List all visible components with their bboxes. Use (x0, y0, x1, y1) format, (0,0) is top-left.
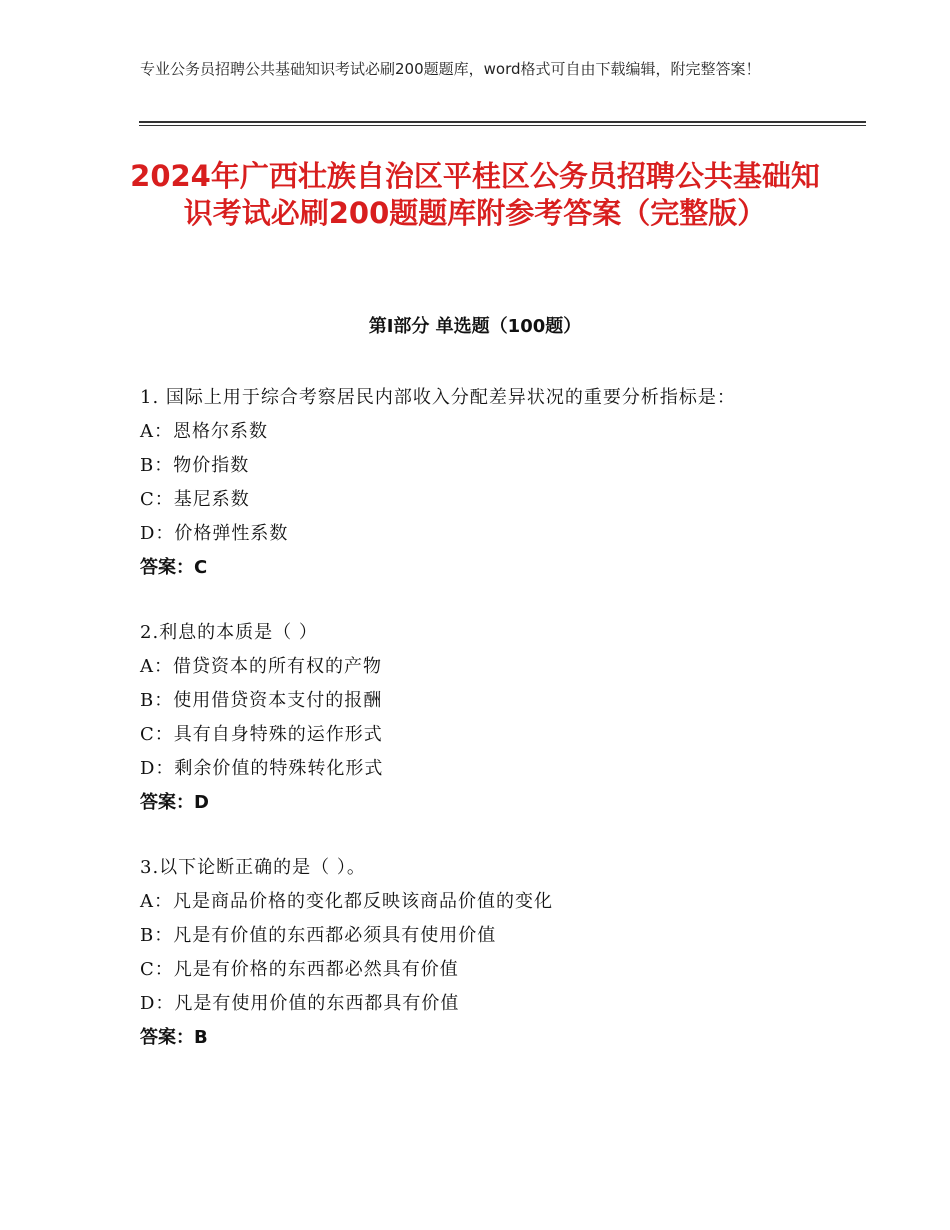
option-c: C：凡是有价格的东西都必然具有价值 (140, 959, 459, 980)
option-c: C：基尼系数 (140, 489, 250, 510)
option-d: D：剩余价值的特殊转化形式 (140, 758, 384, 779)
option-b: B：使用借贷资本支付的报酬 (140, 690, 383, 711)
header-rule-thick (139, 121, 866, 123)
option-d: D：价格弹性系数 (140, 523, 289, 544)
option-b: B：凡是有价值的东西都必须具有使用价值 (140, 925, 497, 946)
option-b: B：物价指数 (140, 455, 250, 476)
option-a: A：凡是商品价格的变化都反映该商品价值的变化 (140, 891, 553, 912)
document-title: 2024年广西壮族自治区平桂区公务员招聘公共基础知识考试必刷200题题库附参考答案（完整版） (130, 159, 820, 230)
question-stem: 1. 国际上用于综合考察居民内部收入分配差异状况的重要分析指标是： (140, 387, 736, 408)
question-2 (140, 616, 820, 820)
option-a: A：借贷资本的所有权的产物 (140, 656, 382, 677)
header-rule-thin (139, 125, 866, 126)
answer: 答案：C (140, 557, 208, 578)
option-a: A：恩格尔系数 (140, 421, 268, 442)
question-3 (140, 851, 820, 1055)
question-1 (140, 381, 820, 585)
section-heading: 第Ⅰ部分 单选题（100题） (368, 316, 582, 337)
question-stem: 3.以下论断正确的是（ ）。 (140, 857, 366, 878)
option-d: D：凡是有使用价值的东西都具有价值 (140, 993, 460, 1014)
question-list (140, 381, 820, 1086)
answer: 答案：B (140, 1027, 208, 1048)
answer: 答案：D (140, 792, 209, 813)
question-stem: 2.利息的本质是（ ） (140, 622, 318, 643)
option-c: C：具有自身特殊的运作形式 (140, 724, 383, 745)
header-note: 专业公务员招聘公共基础知识考试必刷200题题库，word格式可自由下载编辑，附完整答案！ (140, 60, 761, 78)
